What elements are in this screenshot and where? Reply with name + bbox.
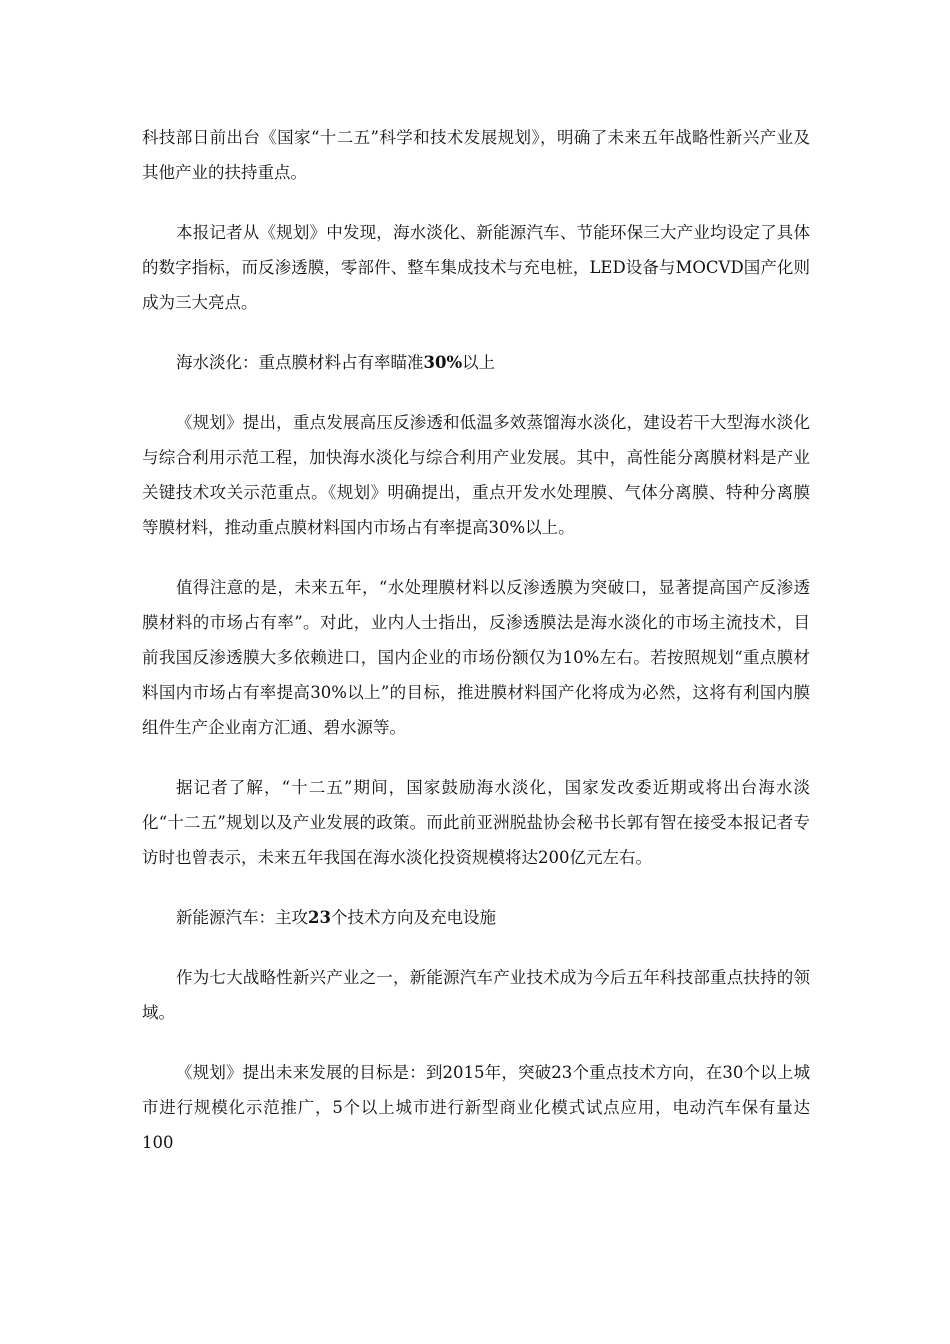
paragraph-membrane-plan: 《规划》提出，重点发展高压反渗透和低温多效蒸馏海水淡化，建设若干大型海水淡化与综合利用示范工程，加快海水淡化与综合利用产业发展。其中，高性能分离膜材料是产业关键技术攻关示范重点。《规划》明确提出，重点开发水处理膜、气体分离膜、特种分离膜等膜材料，推动重点膜材料国内市场占有率提高30%以上。 [142,413,810,537]
heading-suffix: 个技术方向及充电设施 [330,908,496,927]
paragraph-strategic-industry: 作为七大战略性新兴产业之一，新能源汽车产业技术成为今后五年科技部重点扶持的领域。 [142,968,810,1022]
paragraph-plan-targets: 《规划》提出未来发展的目标是：到2015年，突破23个重点技术方向，在30个以上城市进行规模化示范推广，5个以上城市进行新型商业化模式试点应用，电动汽车保有量达100 [142,1063,810,1152]
heading-number: 23 [308,908,331,927]
article-body [142,120,810,1185]
heading-prefix: 海水淡化：重点膜材料占有率瞄准 [176,353,424,372]
section-heading-new-energy-vehicles [142,900,810,935]
paragraph-investment: 据记者了解，“十二五”期间，国家鼓励海水淡化，国家发改委近期或将出台海水淡化“十二五”规划以及产业发展的政策。而此前亚洲脱盐协会秘书长郭有智在接受本报记者专访时也曾表示，未来五年我国在海水淡化投资规模将达200亿元左右。 [142,778,810,867]
heading-prefix: 新能源汽车：主攻 [176,908,308,927]
heading-number: 30% [423,353,463,372]
paragraph-highlights: 本报记者从《规划》中发现，海水淡化、新能源汽车、节能环保三大产业均设定了具体的数字指标，而反渗透膜，零部件、整车集成技术与充电桩，LED设备与MOCVD国产化则成为三大亮点。 [142,223,810,312]
section-heading-desalination [142,345,810,380]
paragraph-intro: 科技部日前出台《国家“十二五”科学和技术发展规划》，明确了未来五年战略性新兴产业及其他产业的扶持重点。 [142,128,810,182]
heading-suffix: 以上 [462,353,496,372]
paragraph-reverse-osmosis: 值得注意的是，未来五年，“水处理膜材料以反渗透膜为突破口，显著提高国产反渗透膜材料的市场占有率”。对此，业内人士指出，反渗透膜法是海水淡化的市场主流技术，目前我国反渗透膜大多依赖进口，国内企业的市场份额仅为10%左右。若按照规划“重点膜材料国内市场占有率提高30%以上”的目标，推进膜材料国产化将成为必然，这将有利国内膜组件生产企业南方汇通、碧水源等。 [142,578,810,737]
